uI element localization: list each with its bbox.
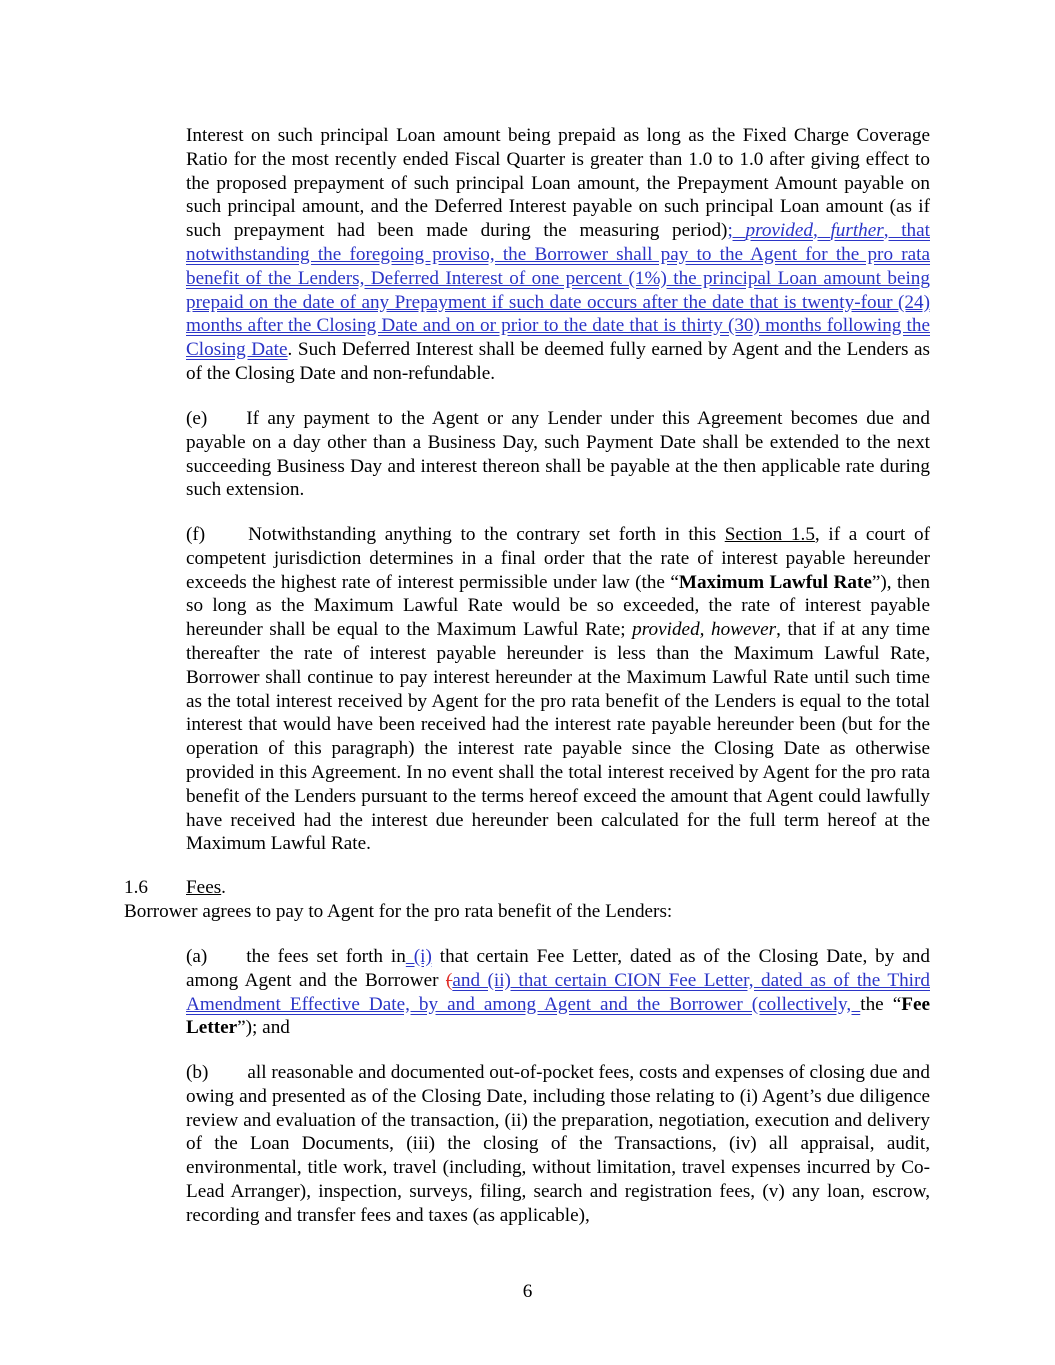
section-reference: Section 1.5 [724,524,815,545]
deleted-text: ( [445,969,453,991]
paragraph-text: that certain Fee Letter, dated as of the Closing Date, by and among Agent and the Borrower [186,946,930,991]
paragraph-label: (b) [186,1062,209,1083]
inserted-text: (i) [405,946,432,967]
paragraph-text: ”), then so long as the Maximum Lawful Rate would be so exceeded, the rate of interest payable hereunder shall be equal to the Maximum Lawful Rate; [186,571,930,641]
paragraph-label: (e) [186,408,208,429]
inserted-text: , [812,220,831,242]
paragraph-text: . Such Deferred Interest shall be deemed fully earned by Agent and the Lenders as of the Closing Date and non-refundable. [186,339,930,384]
paragraph-text: Interest on such principal Loan amount being prepaid as long as the Fixed Charge Coverage Ratio for the most recently ended Fiscal Quarter is greater than 1.0 to 1.0 after giving effect to the proposed prepayment of such principal Loan amount, the Prepayment Amount payable on such principal amount, and the Deferred Interest payable on such principal Loan amount (as if such prepayment had been made during the measuring period) [186,125,930,242]
paragraph-e [186,407,930,502]
paragraph-text: the fees set forth in [246,946,406,967]
inserted-text-italic: provided [745,220,813,242]
paragraph-text: Notwithstanding anything to the contrary set forth in this [248,524,725,545]
section-number: 1.6 [124,877,148,898]
paragraph-text: ”); and [237,1017,290,1039]
inserted-text-italic: further [830,220,884,242]
paragraph-text: the “ [860,993,902,1015]
paragraph-label: (f) [186,524,206,545]
inserted-text: ; [727,220,746,242]
paragraph-label: (a) [186,946,208,967]
paragraph-f [186,523,930,856]
section-intro: Borrower agrees to pay to Agent for the pro rata benefit of the Lenders: [124,901,673,922]
paragraph-b [186,1061,930,1228]
defined-term: Maximum Lawful Rate [678,571,872,593]
inserted-text: , that notwithstanding the foregoing proviso, the Borrower shall pay to the Agent for the pro rata benefit of the Lenders, Deferred Interest of one percent (1%) the principal Loan amount being prepaid on the date of any Prepayment if such date occurs after the date that is twenty-four (24) months after the Closing Date and on or prior to the date that is thirty (30) months following the Closing Date [186,220,930,361]
proviso-text: provided, however [632,619,777,641]
section-heading [124,876,226,900]
paragraph-deferred-interest [186,124,930,386]
paragraph-a [186,945,930,1040]
defined-term: Fee Letter [186,993,930,1039]
page-number: 6 [522,1281,533,1302]
paragraph-text: all reasonable and documented out-of-pocket fees, costs and expenses of closing due and owing and presented as of the Closing Date, including those relating to (i) Agent’s due diligence review and evaluation of the transaction, (ii) the preparation, negotiation, execution and delivery of the Loan Documents, (iii) the closing of the Transactions, (iv) all appraisal, audit, environmental, title work, travel (including, without limitation, travel expenses incurred by Co-Lead Arranger), inspection, surveys, filing, search and registration fees, (v) any loan, escrow, recording and transfer fees and taxes (as applicable), [186,1062,930,1226]
paragraph-text: If any payment to the Agent or any Lender under this Agreement becomes due and payable on a day other than a Business Day, such Payment Date shall be extended to the next succeeding Business Day and interest thereon shall be payable at the then applicable rate during such extension. [186,408,930,501]
paragraph-text: , that if at any time thereafter the rate of interest payable hereunder is less than the Maximum Lawful Rate, Borrower shall continue to pay interest hereunder at the Maximum Lawful Rate until such time as the total interest received by Agent for the pro rata benefit of the Lenders is equal to the total interest that would have been received had the interest rate payable hereunder been (but for the operation of this paragraph) the interest rate payable since the Closing Date as otherwise provided in this Agreement. In no event shall the total interest received by Agent for the pro rata benefit of the Lenders pursuant to the terms hereof exceed the amount that Agent could lawfully have received had the interest due hereunder been calculated for the full term hereof at the Maximum Lawful Rate. [186,619,930,855]
inserted-text: and (ii) that certain CION Fee Letter, dated as of the Third Amendment Effective Date, by and among Agent and the Borrower (collectively, [186,969,930,1015]
paragraph-text: , if a court of competent jurisdiction determines in a final order that the rate of interest payable hereunder exceeds the highest rate of interest permissible under law (the “ [186,524,930,593]
section-title-end: . [221,877,226,898]
section-title: Fees [186,877,222,898]
